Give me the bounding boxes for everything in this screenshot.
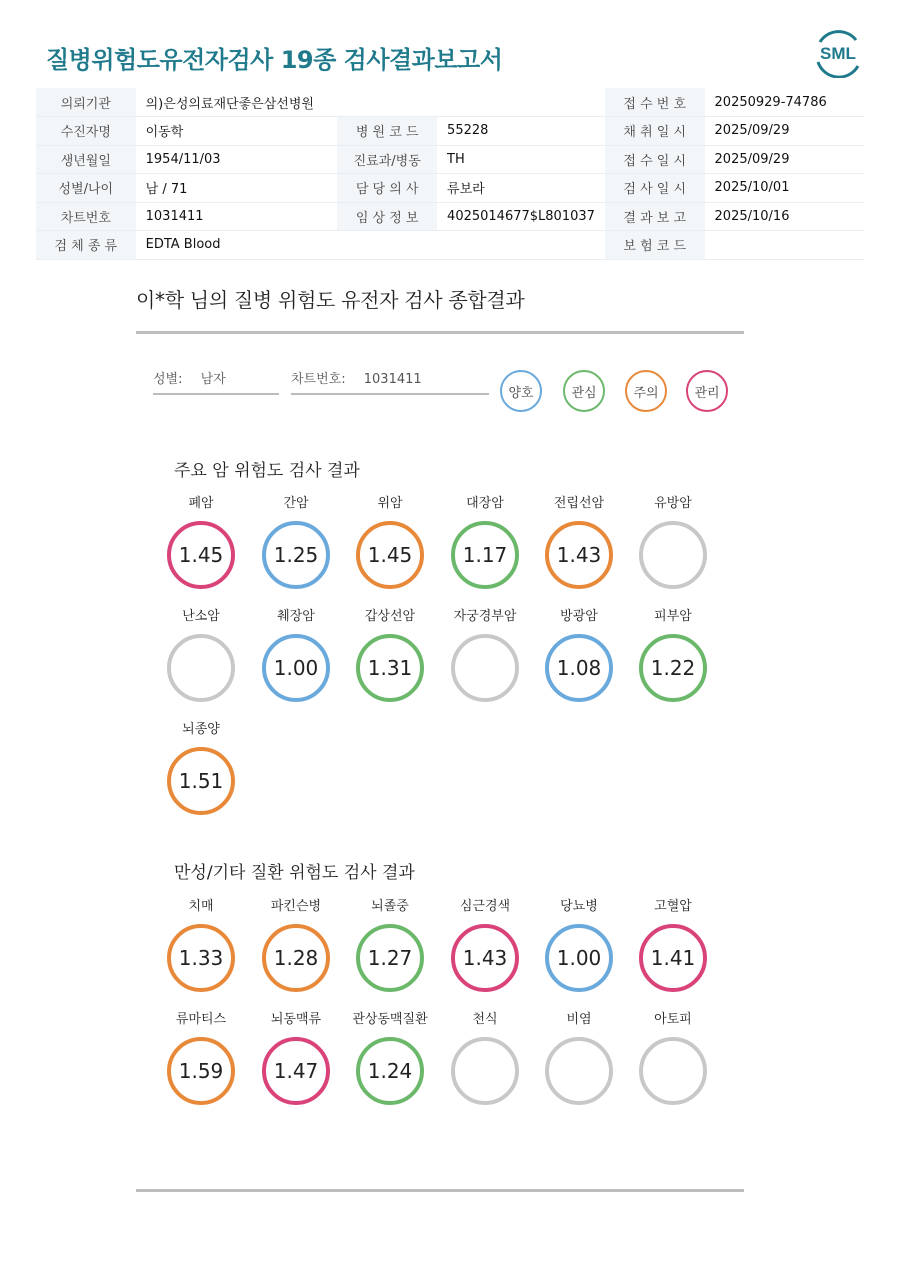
- risk-score-circle: 1.27: [356, 924, 424, 992]
- risk-score-circle: 1.33: [167, 924, 235, 992]
- risk-item-name: 당뇨병: [560, 899, 598, 914]
- info-value: 류보라: [437, 174, 605, 203]
- chronic-section-title: 만성/기타 질환 위험도 검사 결과: [174, 863, 415, 883]
- info-row: [36, 145, 864, 174]
- risk-item-name: 위암: [377, 496, 403, 511]
- info-value: 20250929-74786: [705, 88, 864, 117]
- info-label: 검 사 일 시: [605, 174, 705, 203]
- risk-item: [251, 608, 341, 702]
- risk-item-name: 심근경색: [459, 899, 511, 914]
- risk-score-circle: 1.17: [451, 521, 519, 589]
- risk-score-circle: 1.59: [167, 1037, 235, 1105]
- risk-item: [628, 495, 718, 589]
- risk-item: [534, 1011, 624, 1105]
- info-value: TH: [437, 145, 605, 174]
- risk-score-circle: 1.45: [356, 521, 424, 589]
- risk-score-circle: [639, 1037, 707, 1105]
- info-row: [36, 88, 864, 117]
- risk-score-circle: 1.43: [451, 924, 519, 992]
- risk-item-name: 뇌종양: [182, 722, 220, 737]
- risk-item: [345, 1011, 435, 1105]
- chart-number-value: 1031411: [363, 372, 422, 387]
- risk-score-circle: 1.43: [545, 521, 613, 589]
- info-label: 검 체 종 류: [36, 231, 136, 260]
- risk-item: [251, 1011, 341, 1105]
- risk-item: [534, 898, 624, 992]
- risk-item-name: 천식: [472, 1012, 498, 1027]
- info-label: 보 험 코 드: [605, 231, 705, 260]
- info-label: 결 과 보 고: [605, 202, 705, 231]
- risk-score-circle: 1.08: [545, 634, 613, 702]
- risk-item: [440, 1011, 530, 1105]
- risk-item-name: 고혈압: [654, 899, 692, 914]
- risk-item: [534, 608, 624, 702]
- report-summary-title: 이*학 님의 질병 위험도 유전자 검사 종합결과: [136, 288, 525, 312]
- legend-관심: 관심: [563, 370, 605, 412]
- info-row: [36, 231, 864, 260]
- risk-item: [345, 898, 435, 992]
- risk-score-circle: [545, 1037, 613, 1105]
- logo-text: SML: [820, 44, 856, 63]
- risk-item-name: 갑상선암: [364, 609, 416, 624]
- risk-score-circle: 1.22: [639, 634, 707, 702]
- risk-item: [628, 898, 718, 992]
- risk-item-name: 류마티스: [175, 1012, 227, 1027]
- risk-item-name: 뇌동맥류: [270, 1012, 322, 1027]
- info-value: 1031411: [136, 202, 338, 231]
- risk-score-circle: 1.45: [167, 521, 235, 589]
- risk-score-circle: 1.00: [262, 634, 330, 702]
- risk-score-circle: 1.28: [262, 924, 330, 992]
- risk-item: [440, 898, 530, 992]
- info-row: [36, 117, 864, 146]
- info-label: 생년월일: [36, 145, 136, 174]
- risk-item-name: 방광암: [560, 609, 598, 624]
- info-label: 임 상 정 보: [337, 202, 437, 231]
- info-value: 남 / 71: [136, 174, 338, 203]
- risk-item: [534, 495, 624, 589]
- info-label: 성별/나이: [36, 174, 136, 203]
- info-value: 이동학: [136, 117, 338, 146]
- risk-score-circle: 1.24: [356, 1037, 424, 1105]
- risk-item-name: 대장암: [466, 496, 504, 511]
- risk-item-name: 관상동맥질환: [352, 1012, 428, 1027]
- sex-field: [153, 368, 279, 395]
- risk-item: [345, 495, 435, 589]
- info-value: 4025014677$L801037: [437, 202, 605, 231]
- info-label: 수진자명: [36, 117, 136, 146]
- risk-item: [628, 608, 718, 702]
- risk-item: [156, 495, 246, 589]
- risk-score-circle: [639, 521, 707, 589]
- risk-item-name: 췌장암: [277, 609, 315, 624]
- risk-score-circle: [451, 1037, 519, 1105]
- info-label: 의뢰기관: [36, 88, 136, 117]
- risk-score-circle: 1.00: [545, 924, 613, 992]
- info-value: 2025/10/01: [705, 174, 864, 203]
- info-label: 진료과/병동: [337, 145, 437, 174]
- info-value: 의)은성의료재단좋은삼선병원: [136, 88, 605, 117]
- risk-score-circle: 1.47: [262, 1037, 330, 1105]
- info-label: 차트번호: [36, 202, 136, 231]
- info-label: 담 당 의 사: [337, 174, 437, 203]
- sml-logo: [812, 28, 864, 78]
- top-divider: [136, 331, 744, 334]
- risk-score-circle: 1.51: [167, 747, 235, 815]
- risk-item: [251, 495, 341, 589]
- risk-score-circle: [451, 634, 519, 702]
- sex-label: 성별:: [153, 372, 183, 387]
- chart-number-field: [291, 368, 489, 395]
- risk-item-name: 난소암: [182, 609, 220, 624]
- risk-item-name: 전립선암: [553, 496, 605, 511]
- risk-score-circle: [167, 634, 235, 702]
- info-value: [705, 231, 864, 260]
- risk-item-name: 아토피: [654, 1012, 692, 1027]
- risk-item-name: 자궁경부암: [453, 609, 517, 624]
- info-value: 2025/10/16: [705, 202, 864, 231]
- risk-item: [628, 1011, 718, 1105]
- info-row: [36, 174, 864, 203]
- info-label: 채 취 일 시: [605, 117, 705, 146]
- risk-item-name: 파킨슨병: [270, 899, 322, 914]
- report-header-title: 질병위험도유전자검사 19종 검사결과보고서: [46, 46, 503, 74]
- risk-item-name: 폐암: [188, 496, 214, 511]
- legend-관리: 관리: [686, 370, 728, 412]
- chart-number-label: 차트번호:: [291, 372, 346, 387]
- bottom-divider: [136, 1189, 744, 1192]
- risk-score-circle: 1.25: [262, 521, 330, 589]
- risk-item: [251, 898, 341, 992]
- info-value: EDTA Blood: [136, 231, 605, 260]
- patient-info-table: [36, 88, 864, 260]
- risk-item-name: 치매: [188, 899, 214, 914]
- legend-주의: 주의: [625, 370, 667, 412]
- risk-item: [156, 1011, 246, 1105]
- info-value: 2025/09/29: [705, 145, 864, 174]
- risk-score-circle: 1.41: [639, 924, 707, 992]
- info-row: [36, 202, 864, 231]
- risk-item-name: 뇌졸중: [371, 899, 409, 914]
- info-value: 1954/11/03: [136, 145, 338, 174]
- risk-item: [156, 721, 246, 815]
- risk-item: [440, 608, 530, 702]
- info-value: 2025/09/29: [705, 117, 864, 146]
- risk-score-circle: 1.31: [356, 634, 424, 702]
- info-label: 접 수 번 호: [605, 88, 705, 117]
- sex-value: 남자: [200, 372, 226, 387]
- risk-item-name: 비염: [566, 1012, 592, 1027]
- risk-item: [156, 898, 246, 992]
- info-label: 접 수 일 시: [605, 145, 705, 174]
- risk-item: [345, 608, 435, 702]
- risk-item: [440, 495, 530, 589]
- risk-item-name: 피부암: [654, 609, 692, 624]
- risk-item-name: 간암: [283, 496, 309, 511]
- risk-item-name: 유방암: [654, 496, 692, 511]
- info-label: 병 원 코 드: [337, 117, 437, 146]
- legend-양호: 양호: [500, 370, 542, 412]
- cancer-section-title: 주요 암 위험도 검사 결과: [174, 461, 360, 481]
- risk-item: [156, 608, 246, 702]
- info-value: 55228: [437, 117, 605, 146]
